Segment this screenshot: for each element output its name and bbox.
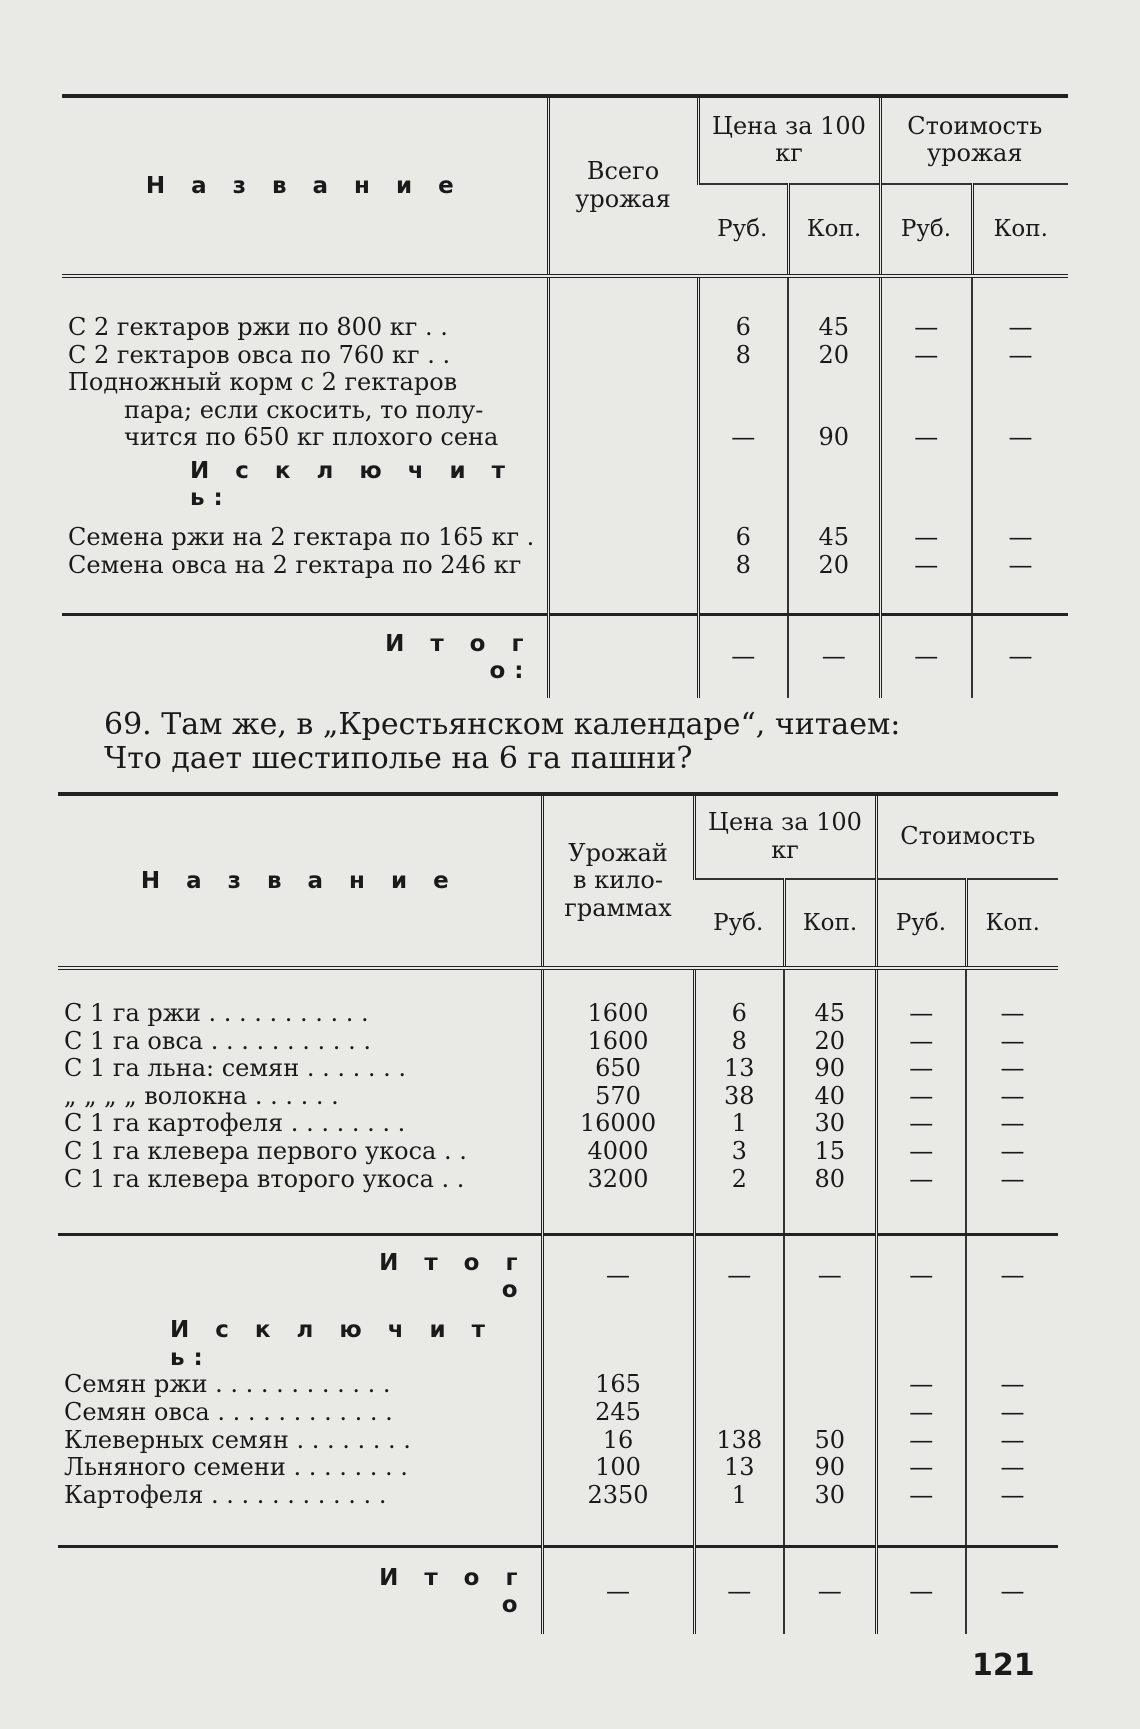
exclude-heading-row <box>58 1316 1058 1371</box>
col-header-value: Стоимость <box>876 794 1058 879</box>
table-row: Клеверных семян . . . . . . . . 16 138 50 — — <box>58 1427 1058 1455</box>
col-header-value-rub: Руб. <box>880 184 972 276</box>
table-row: Картофеля . . . . . . . . . . . . 2350 1 30 — — <box>58 1482 1058 1510</box>
col-header-kop: Коп. <box>788 184 880 276</box>
col-header-value-kop: Коп. <box>966 879 1058 968</box>
table-row: С 1 га овса . . . . . . . . . . . 1600 8 20 — — <box>58 1028 1058 1056</box>
col-header-total: Всего урожая <box>548 96 698 276</box>
col-header-name: Н а з в а н и е <box>140 868 458 895</box>
table-row: С 2 гектаров овса по 760 кг . . 8 20 — — <box>62 342 1068 370</box>
col-header-harvest: Урожай в кило- граммах <box>542 794 694 968</box>
table-row: С 1 га льна: семян . . . . . . . 650 13 90 — — <box>58 1055 1058 1083</box>
table-row: С 1 га картофеля . . . . . . . . 16000 1 30 — — <box>58 1110 1058 1138</box>
table-row: Подножный корм с 2 гектаров пара; если скосить, то полу- чится по 650 кг плохого сена — 90 — — <box>62 369 1068 452</box>
table-row: Семян овса . . . . . . . . . . . . 245 — — <box>58 1399 1058 1427</box>
col-header-rub: Руб. <box>698 184 788 276</box>
col-header-name: Н а з в а н и е <box>145 173 463 200</box>
harvest-table-1 <box>62 94 1068 698</box>
exclude-heading: И с к л ю ч и т ь: <box>190 457 514 512</box>
table-row: С 1 га ржи . . . . . . . . . . . 1600 6 45 — — <box>58 1000 1058 1028</box>
col-header-value-kop: Коп. <box>972 184 1068 276</box>
col-header-value-rub: Руб. <box>876 879 966 968</box>
harvest-table-2 <box>58 792 1058 1634</box>
problem-line-2: Что дает шестиполье на 6 га пашни? <box>104 741 693 776</box>
table-row: Льняного семени . . . . . . . . 100 13 90 — — <box>58 1454 1058 1482</box>
table-row: С 1 га клевера второго укоса . . 3200 2 80 — — <box>58 1166 1058 1194</box>
table-row: С 1 га клевера первого укоса . . 4000 3 15 — — <box>58 1138 1058 1166</box>
subtotal-row: И т о г о — — — — — <box>58 1235 1058 1317</box>
table-row: „ „ „ „ волокна . . . . . . 570 38 40 — — <box>58 1083 1058 1111</box>
table-row: Семян ржи . . . . . . . . . . . . 165 — — <box>58 1371 1058 1399</box>
col-header-price: Цена за 100 кг <box>694 794 876 879</box>
page-number: 121 <box>972 1648 1035 1683</box>
problem-heading <box>104 708 900 776</box>
table-row: Семена овса на 2 гектара по 246 кг 8 20 — — <box>62 552 1068 580</box>
col-header-value: Стоимость урожая <box>880 96 1068 184</box>
exclude-heading: И с к л ю ч и т ь: <box>170 1317 494 1371</box>
table-row: Семена ржи на 2 гектара по 165 кг . 6 45 — — <box>62 524 1068 552</box>
col-header-rub: Руб. <box>694 879 784 968</box>
exclude-heading-row <box>62 452 1068 512</box>
total-row: И т о г о — — — — — <box>58 1547 1058 1635</box>
problem-line-1: 69. Там же, в „Крестьянском календаре“, читаем: <box>104 707 901 742</box>
col-header-kop: Коп. <box>784 879 876 968</box>
total-row: И т о г о: — — — — <box>62 615 1068 699</box>
table-row: С 2 гектаров ржи по 800 кг . . 6 45 — — <box>62 314 1068 342</box>
col-header-price: Цена за 100 кг <box>698 96 880 184</box>
